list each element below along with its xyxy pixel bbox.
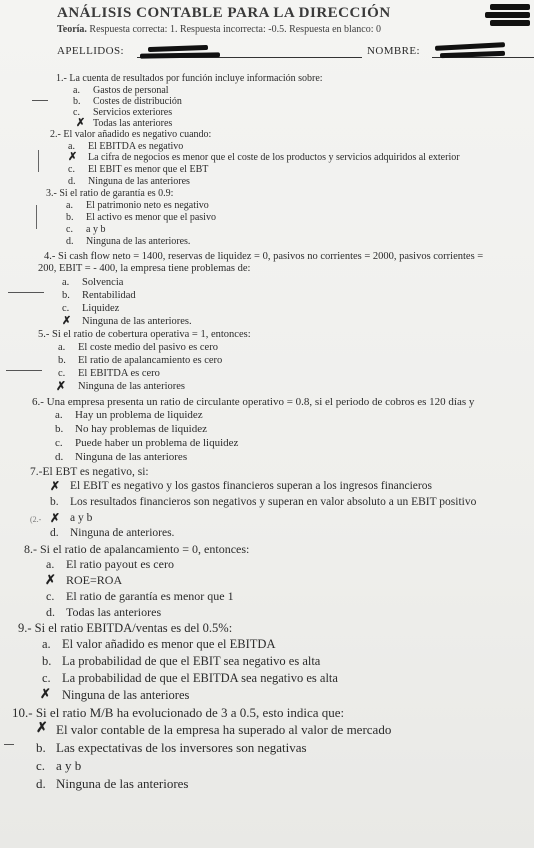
option-c: c. Liquidez [62,303,120,314]
teoria-label: Teoría. [57,24,87,35]
option-b: b. El ratio de apalancamiento es cero [58,355,223,366]
option-b: b. El activo es menor que el pasivo [66,212,216,223]
question-text: 7.-El EBT es negativo, si: [30,466,149,478]
option-c: a y b [70,512,93,524]
answer-cross-mark: ✗ [62,315,72,327]
answer-cross-mark: ✗ [68,151,78,163]
option-a: a. El EBITDA es negativo [68,141,184,152]
option-c: c. a y b [36,758,82,773]
answer-cross-mark: ✗ [36,721,48,736]
option-a: El valor contable de la empresa ha superado al valor de mercado [56,722,392,737]
option-a: El EBIT es negativo y los gastos financieros superan a los ingresos financieros [70,480,432,492]
exam-title: ANÁLISIS CONTABLE PARA LA DIRECCIÓN [57,5,391,21]
option-d: d. Ninguna de las anteriores [68,176,190,187]
question-text-continued: 200, EBIT = - 400, la empresa tiene problemas de: [38,263,251,274]
option-b: b. Los resultados financieros son negativos y superan en valor absoluto a un EBIT positivo [50,496,477,508]
pen-stroke [4,744,14,745]
option-d: d. Ninguna de las anteriores [36,776,189,791]
option-d: Todas las anteriores [93,118,173,129]
pen-stroke [6,370,42,371]
pen-stroke [8,292,44,293]
option-d: Ninguna de las anteriores. [82,316,192,327]
handwritten-note: (2.- [30,515,42,524]
option-c: c. La probabilidad de que el EBITDA sea negativo es alta [42,671,338,685]
option-d: d. Ninguna de anteriores. [50,527,175,539]
question-text: 4.- Si cash flow neto = 1400, reservas de liquidez = 0, pasivos no corrientes = 2000, pasivos corrientes = [44,251,484,262]
answer-cross-mark: ✗ [50,511,61,525]
redaction-nombre [435,42,505,51]
option-d: Ninguna de las anteriores [78,381,186,392]
option-b: b. La probabilidad de que el EBIT sea negativo es alta [42,654,321,668]
redaction-top-right [490,20,530,26]
question-text: 1.- La cuenta de resultados por función incluye información sobre: [56,73,323,84]
option-c: c. Servicios exteriores [73,107,173,118]
option-a: a. Solvencia [62,277,124,288]
question-text: 8.- Si el ratio de apalancamiento = 0, entonces: [24,542,250,556]
scoring-rules [57,24,381,35]
option-d: d. Todas las anteriores [46,605,162,619]
nombre-label: NOMBRE: [367,45,420,57]
option-a: a. El valor añadido es menor que el EBITDA [42,637,276,651]
question-text: 5.- Si el ratio de cobertura operativa = 1, entonces: [38,329,251,340]
option-c: c. a y b [66,224,106,235]
option-a: a. Gastos de personal [73,85,169,96]
answer-cross-mark: ✗ [56,379,67,393]
answer-cross-mark: ✗ [40,686,51,701]
option-a: a. El patrimonio neto es negativo [66,200,209,211]
pen-stroke [32,100,48,101]
question-text: 10.- Si el ratio M/B ha evolucionado de 3 a 0.5, esto indica que: [12,705,345,720]
option-a: a. El ratio payout es cero [46,557,174,571]
option-b: La cifra de negocios es menor que el coste de los productos y servicios adquiridos al exterior [88,152,460,163]
pen-stroke [36,205,37,229]
redaction-top-right [485,12,530,18]
question-text: 3.- Si el ratio de garantía es 0.9: [46,188,174,199]
answer-cross-mark: ✗ [50,479,61,493]
option-b: b. Las expectativas de los inversores son negativas [36,740,307,755]
option-b: b. No hay problemas de liquidez [55,423,207,435]
question-text: 2.- El valor añadido es negativo cuando: [50,129,212,140]
answer-cross-mark: ✗ [76,117,86,129]
option-c: c. El ratio de garantía es menor que 1 [46,589,234,603]
option-d: Ninguna de las anteriores [62,688,190,702]
option-b: ROE=ROA [66,573,123,587]
option-b: b. Rentabilidad [62,290,136,301]
redaction-top-right [490,4,530,10]
question-text: 6.- Una empresa presenta un ratio de circulante operativo = 0.8, si el periodo de cobros es 120 días y [32,396,475,408]
option-d: d. Ninguna de las anteriores. [66,236,191,247]
option-c: c. Puede haber un problema de liquidez [55,437,239,449]
option-c: c. El EBITDA es cero [58,368,160,379]
redaction-apellidos [148,45,208,52]
option-c: c. El EBIT es menor que el EBT [68,164,209,175]
apellidos-label: APELLIDOS: [57,45,124,57]
teoria-text: Respuesta correcta: 1. Respuesta incorrecta: -0.5. Respuesta en blanco: 0 [86,24,381,35]
option-a: a. Hay un problema de liquidez [55,409,203,421]
option-b: b. Costes de distribución [73,96,182,107]
answer-cross-mark: ✗ [45,572,56,587]
option-a: a. El coste medio del pasivo es cero [58,342,218,353]
question-text: 9.- Si el ratio EBITDA/ventas es del 0.5%: [18,621,233,635]
option-d: d. Ninguna de las anteriores [55,451,188,463]
pen-stroke [38,150,39,172]
